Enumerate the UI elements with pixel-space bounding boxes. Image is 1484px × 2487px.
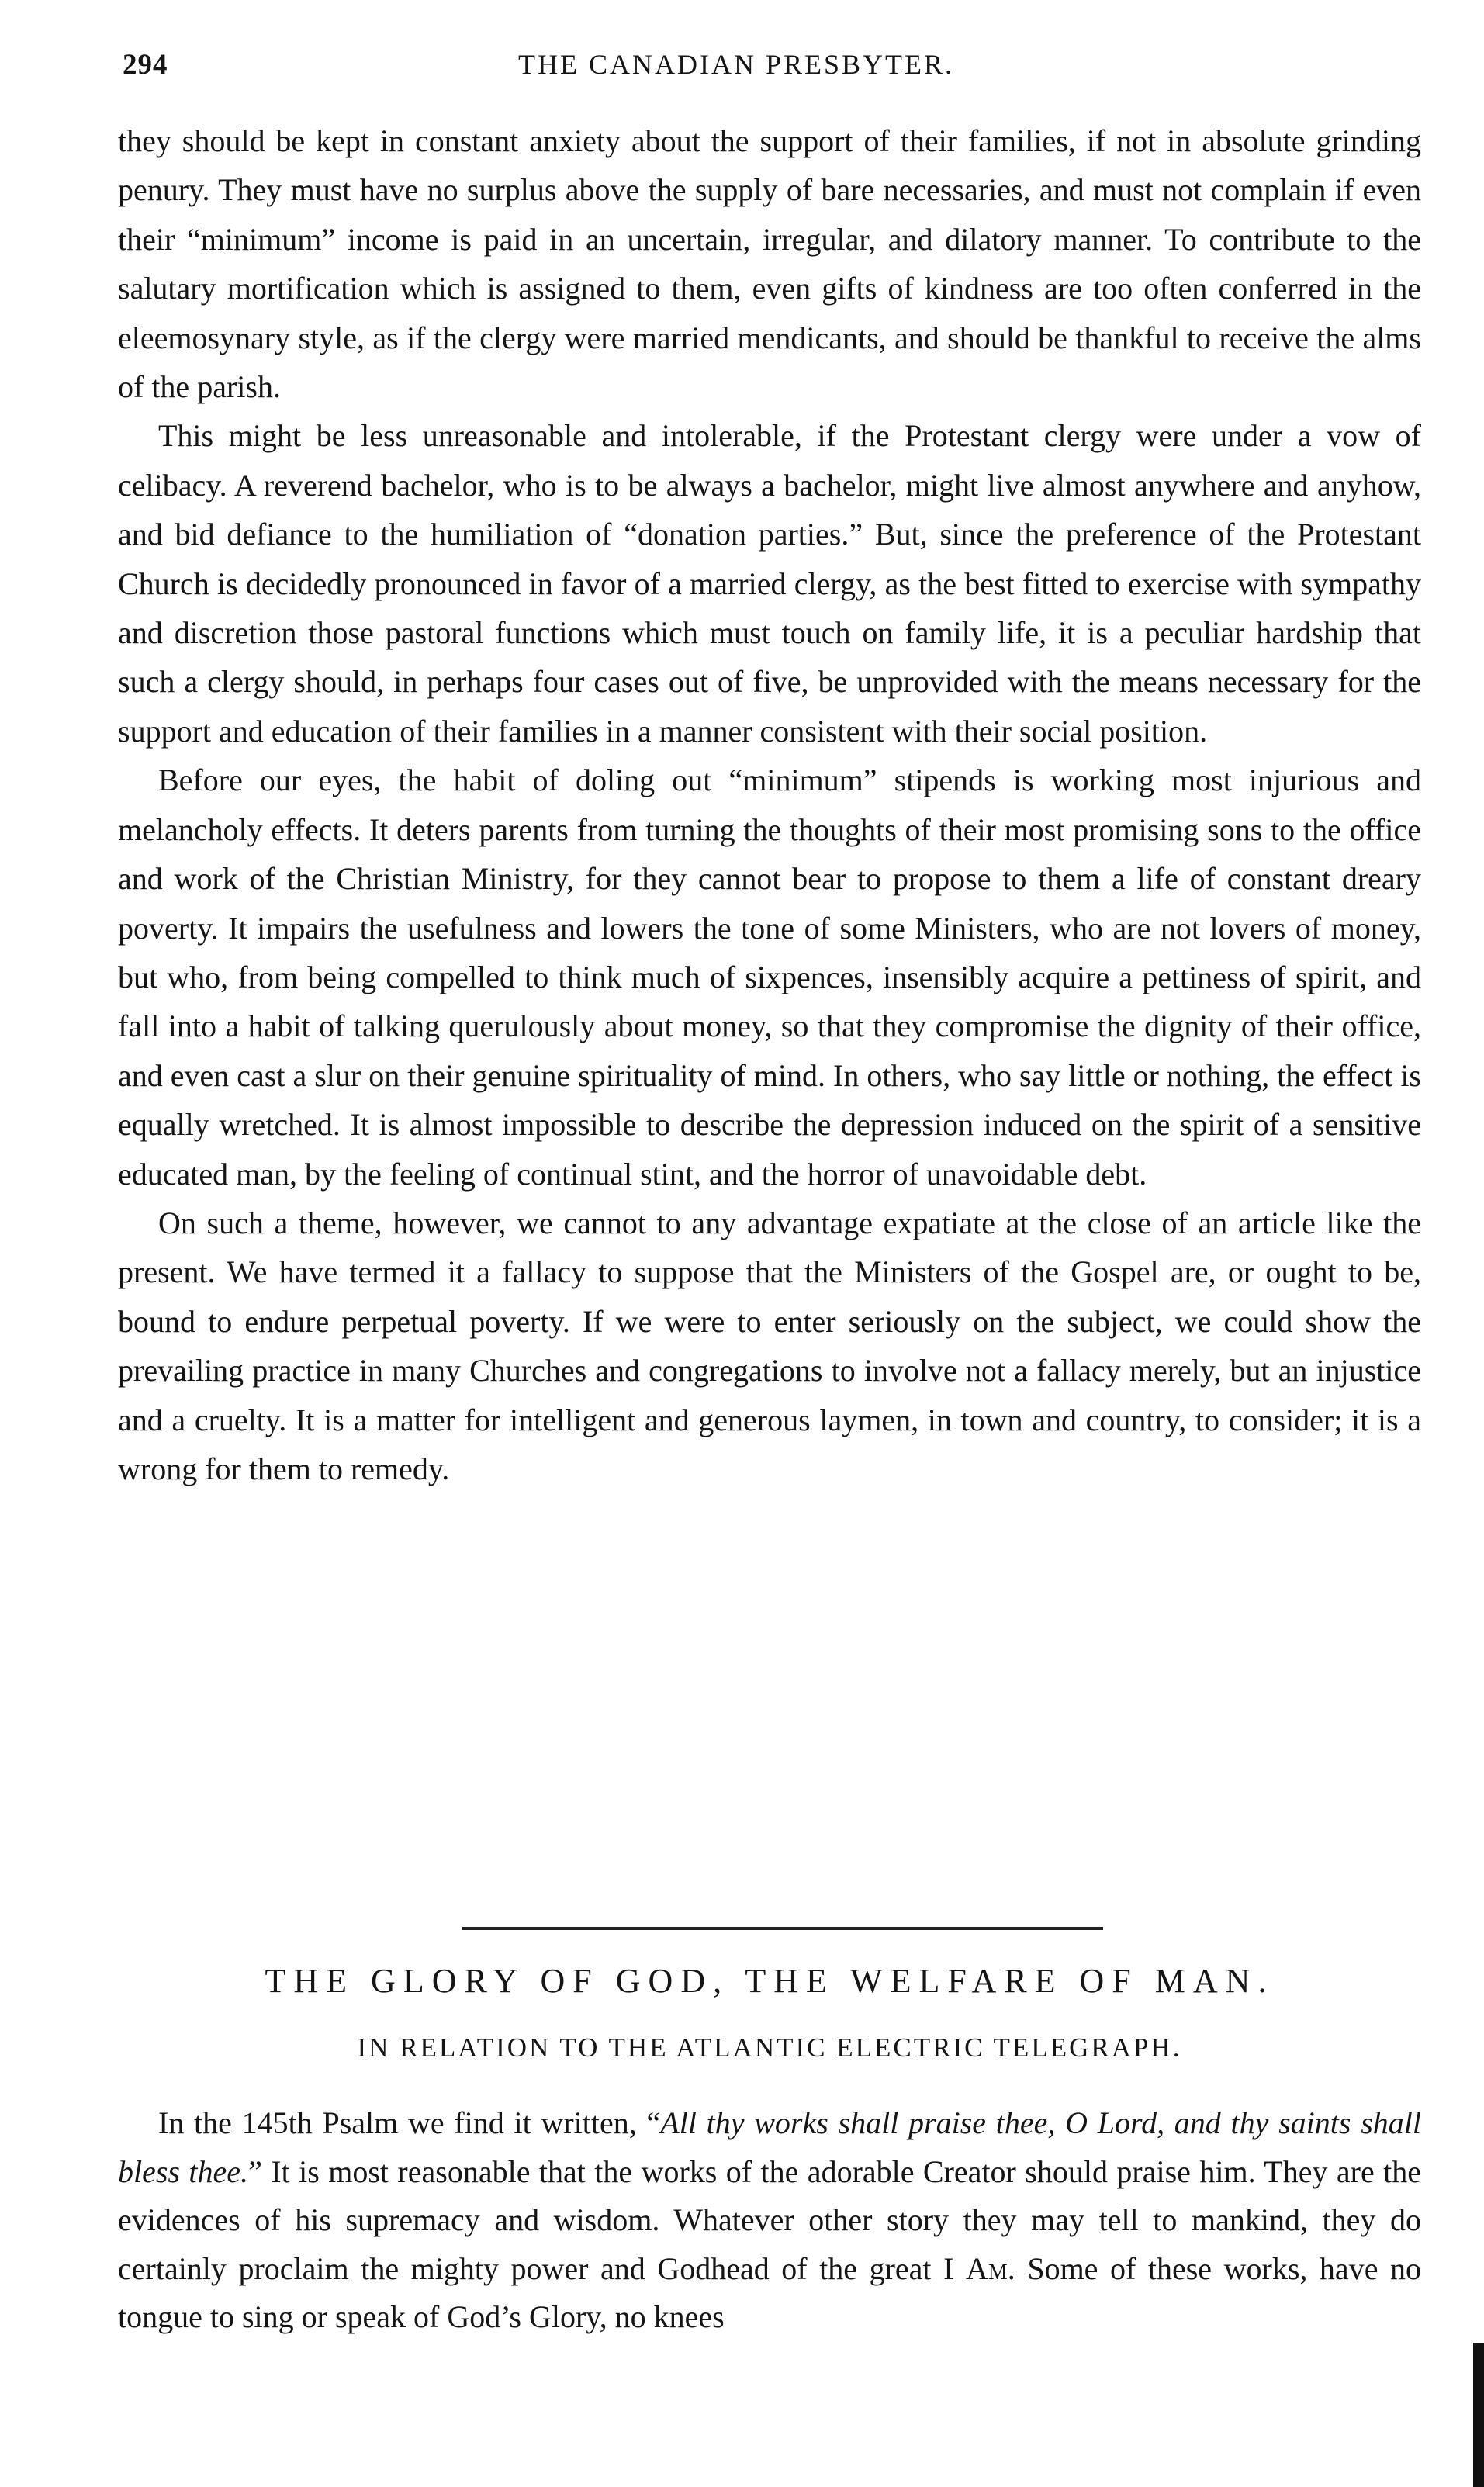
paragraph: This might be less unreasonable and intolerable, if the Protestant clergy were under a vow of celibacy. A reverend bachelor, who is to be always a bachelor, might live almost anywhere and anyhow, and bid defiance to the humiliation of “donation parties.” But, since the preference of the Protestant Church is decidedly pronounced in favor of a married clergy, as the best fitted to exercise with sympathy and discretion those pastoral functions which must touch on family life, it is a peculiar hardship that such a clergy should, in perhaps four cases out of five, be unprovided with the means necessary for the support and education of their families in a manner consistent with their social position. — [118, 418, 1421, 749]
page-number: 294 — [123, 49, 168, 81]
article-body — [118, 2099, 1421, 2342]
paragraph-tail-text: Some of these works, have no tongue to sing or speak of God’s Glory, no knees — [118, 2250, 1421, 2334]
i-am-small-caps: Am. — [965, 2250, 1015, 2286]
paragraph-body-text: ” It is most reasonable that the works of the adorable Creator should praise him. They are the evidences of his supremacy and wisdom. Whatever other story they may tell to mankind, they do certainly proclaim the mighty power and Godhead of the great I — [118, 2153, 1422, 2286]
paragraph-lead-text: In the 145th Psalm we find it written, “ — [158, 2105, 661, 2140]
article-subtitle: IN RELATION TO THE ATLANTIC ELECTRIC TELEGRAPH. — [357, 2032, 1182, 2063]
psalm-quotation: All thy works shall praise thee, O Lord, and thy saints shall bless thee. — [118, 2105, 1421, 2189]
paragraph: On such a theme, however, we cannot to any advantage expatiate at the close of an article like the present. We have termed it a fallacy to suppose that the Ministers of the Gospel are, or ought to be, bound to endure perpetual poverty. If we were to enter seriously on the subject, we could show the prevailing practice in many Churches and congregations to involve not a fallacy merely, but an injustice and a cruelty. It is a matter for intelligent and generous laymen, in town and country, to consider; it is a wrong for them to remedy. — [118, 1205, 1421, 1486]
running-head — [123, 48, 1410, 95]
paragraph-continued: they should be kept in constant anxiety about the support of their families, if not in absolute grinding penury. They must have no surplus above the supply of bare necessaries, and must not complain if even their “minimum” income is paid in an uncertain, irregular, and dilatory manner. To contribute to the salutary mortification which is assigned to them, even gifts of kindness are too often conferred in the eleemosynary style, as if the clergy were married mendicants, and should be thankful to receive the alms of the parish. — [118, 123, 1421, 405]
journal-title: THE CANADIAN PRESBYTER. — [518, 49, 955, 80]
article-paragraph — [118, 2099, 1421, 2342]
paragraph: Before our eyes, the habit of doling out “minimum” stipends is working most injurious and melancholy effects. It deters parents from turning the thoughts of their most promising sons to the office and work of the Christian Ministry, for they cannot bear to propose to them a life of constant dreary poverty. It impairs the usefulness and lowers the tone of some Ministers, who are not lovers of money, but who, from being compelled to think much of sixpences, insensibly acquire a pettiness of spirit, and fall into a habit of talking querulously about money, so that they compromise the dignity of their office, and even cast a slur on their genuine spirituality of mind. In others, who say little or nothing, the effect is equally wretched. It is almost impossible to describe the depression induced on the spirit of a sensitive educated man, by the feeling of continual stint, and the horror of unavoidable debt. — [118, 763, 1421, 1192]
section-divider-rule — [462, 1927, 1103, 1930]
scan-edge-shadow — [1473, 2343, 1484, 2487]
previous-article-text — [118, 116, 1421, 1493]
article-title: THE GLORY OF GOD, THE WELFARE OF MAN. — [265, 1962, 1275, 2000]
